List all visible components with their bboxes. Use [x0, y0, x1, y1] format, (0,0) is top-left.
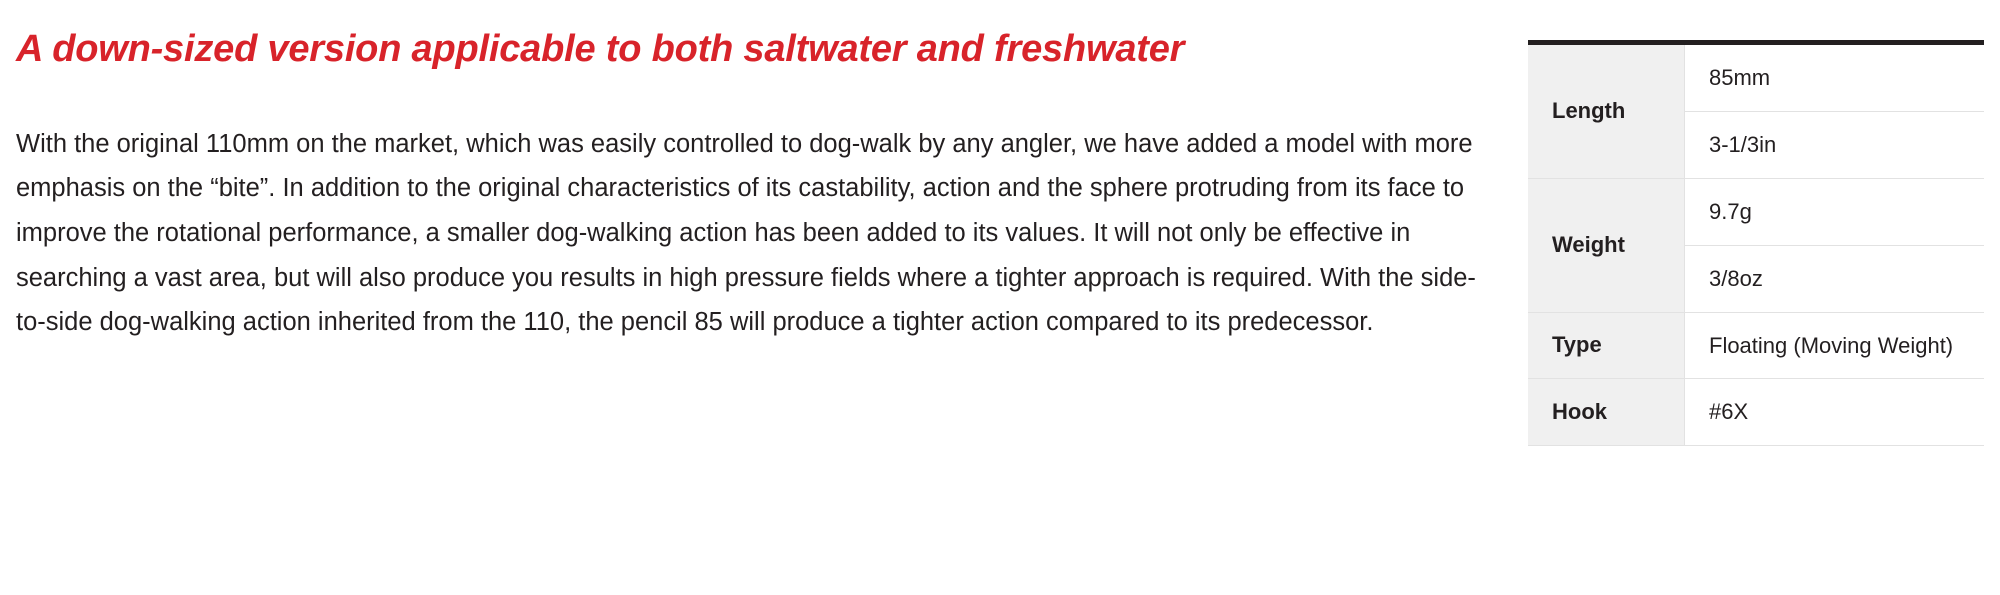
spec-value-hook: #6X: [1685, 379, 1985, 446]
spec-table: [1528, 40, 1984, 446]
table-row: [1528, 379, 1984, 446]
table-row: [1528, 312, 1984, 379]
spec-value-group-weight: [1685, 179, 1984, 312]
spec-label-weight: Weight: [1528, 178, 1685, 312]
article-column: [16, 24, 1496, 345]
spec-label-length: Length: [1528, 43, 1685, 179]
spec-value-weight-oz: 3/8oz: [1685, 245, 1984, 311]
spec-label-type: Type: [1528, 312, 1685, 379]
spec-value-weight-g: 9.7g: [1709, 198, 1752, 224]
spec-value-length-in: 3-1/3in: [1685, 111, 1984, 177]
spec-value-type: Floating (Moving Weight): [1685, 312, 1985, 379]
page-title: A down-sized version applicable to both saltwater and freshwater: [16, 28, 1185, 70]
specifications-panel: [1528, 40, 1984, 446]
spec-value-length-mm: 85mm: [1709, 65, 1771, 90]
table-row: [1528, 43, 1984, 179]
spec-label-hook: Hook: [1528, 379, 1685, 446]
spec-value-group-length: [1685, 45, 1984, 178]
table-row: [1528, 178, 1984, 312]
article-body-text: With the original 110mm on the market, which was easily controlled to dog-walk by any angler, we have added a model with more emphasis on the “bite”. In addition to the original characteristics of its castability, action and the sphere protruding from its face to improve the rotational performance, a smaller dog-walking action has been added to its values. It will not only be effective in searching a vast area, but will also produce you results in high pressure fields where a tighter approach is required. With the side-to-side dog-walking action inherited from the 110, the pencil 85 will produce a tighter action compared to its predecessor.: [16, 129, 1476, 337]
